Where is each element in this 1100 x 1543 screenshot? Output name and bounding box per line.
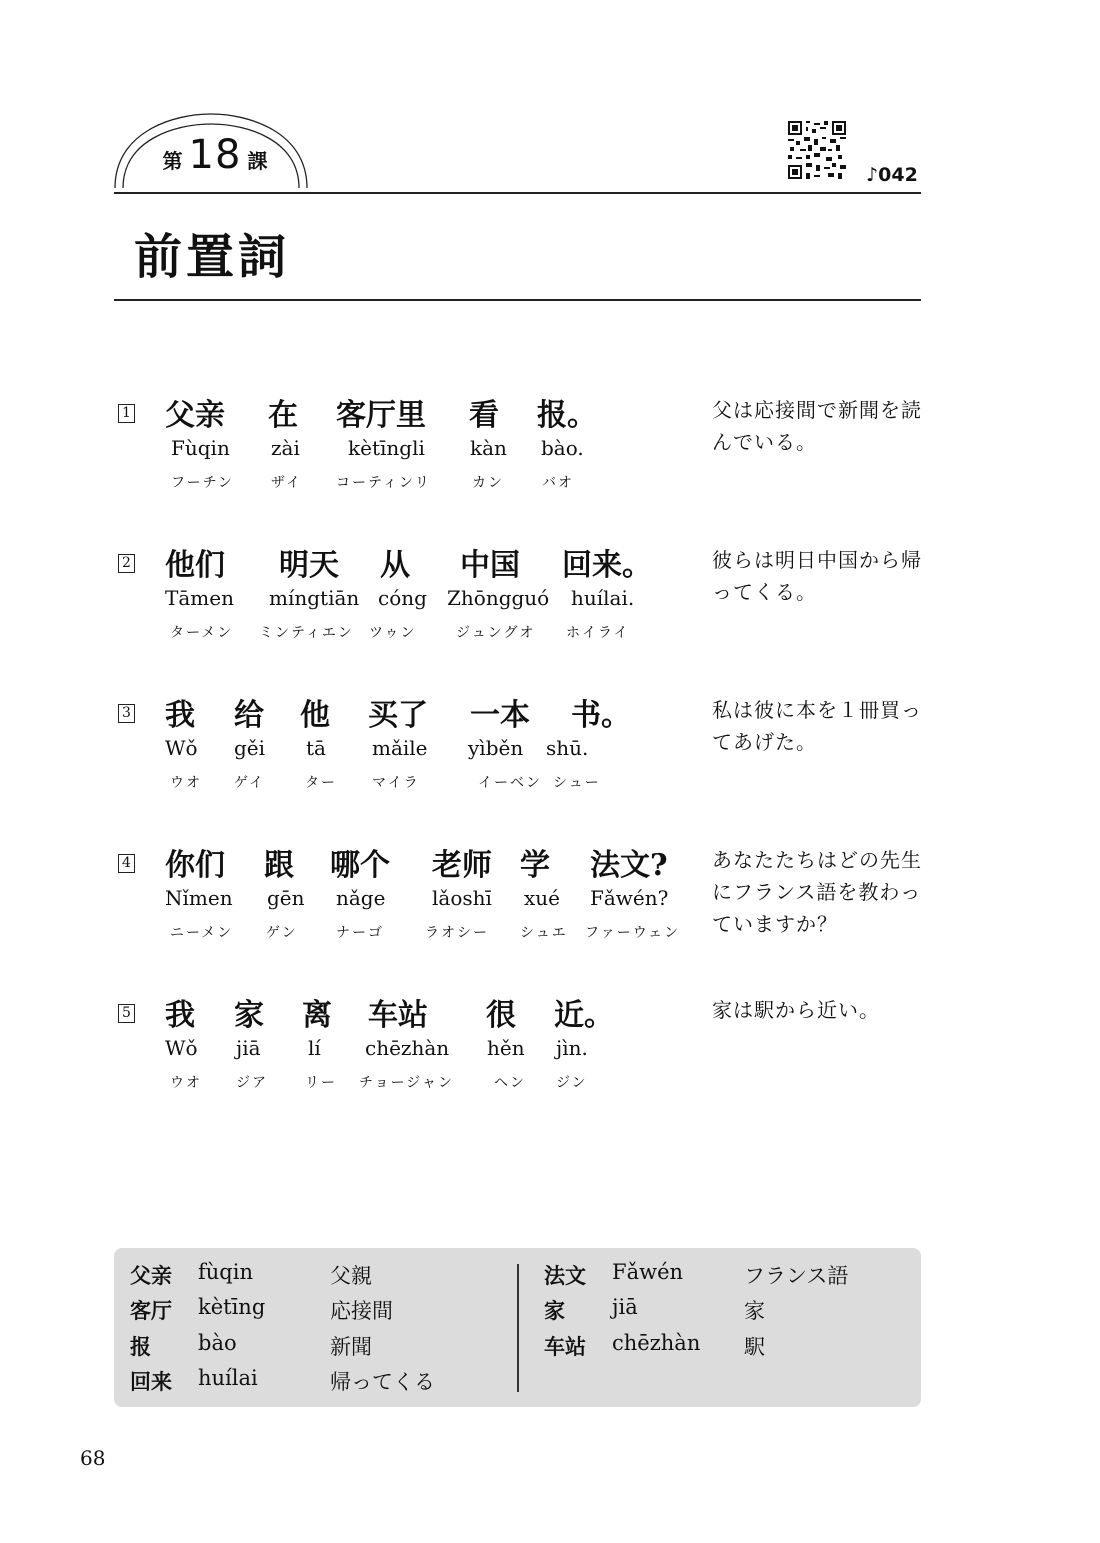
hanzi-word: 哪个 [330, 848, 390, 883]
vocab-chinese: 回来 [130, 1369, 172, 1394]
hanzi-word: 家 [234, 998, 264, 1033]
vocab-entry [130, 1260, 510, 1296]
pinyin-word: kètīngli [348, 436, 425, 460]
vocab-pinyin: bào [198, 1331, 237, 1355]
lesson-suffix: 課 [247, 149, 268, 173]
pinyin-word: jìn. [556, 1036, 588, 1060]
pinyin-word: jiā [236, 1036, 261, 1060]
hanzi-word: 书。 [571, 698, 631, 733]
pinyin-word: mǎile [372, 736, 428, 760]
pinyin-word: shū. [546, 736, 589, 760]
hanzi-word: 客厅里 [336, 398, 426, 433]
vocab-chinese: 报 [130, 1334, 151, 1359]
header-rule-top [114, 192, 921, 194]
kana-reading: ザイ [271, 475, 303, 491]
vocab-japanese: 父親 [330, 1264, 372, 1288]
kana-reading: マイラ [372, 775, 420, 791]
example-sentence-5 [114, 990, 921, 1100]
sentence-number: 5 [118, 1004, 135, 1023]
pinyin-word: lí [308, 1036, 321, 1060]
kana-reading: ファーウェン [585, 925, 681, 941]
audio-track-label[interactable]: ♪042 [866, 164, 918, 186]
hanzi-word: 法文? [590, 848, 668, 883]
hanzi-word: 父亲 [165, 398, 225, 433]
example-sentence-3 [114, 690, 921, 800]
pinyin-word: yìběn [468, 736, 524, 760]
hanzi-word: 你们 [165, 848, 225, 883]
hanzi-word: 从 [380, 548, 410, 583]
japanese-translation: 彼らは明日中国から帰ってくる。 [712, 548, 922, 604]
hanzi-word: 明天 [279, 548, 339, 583]
hanzi-word: 看 [469, 398, 499, 433]
lesson-prefix: 第 [162, 149, 183, 173]
vocab-entry [130, 1331, 510, 1367]
vocab-japanese: 新聞 [330, 1335, 372, 1359]
pinyin-word: Fǎwén? [590, 886, 669, 910]
vocab-divider [517, 1264, 519, 1392]
hanzi-word: 买了 [368, 698, 428, 733]
kana-reading: チョージャン [359, 1075, 455, 1091]
pinyin-word: tā [306, 736, 326, 760]
vocabulary-box [114, 1248, 921, 1407]
page-title: 前置詞 [134, 229, 291, 285]
hanzi-word: 我 [165, 698, 195, 733]
kana-reading: ウオ [170, 1075, 202, 1091]
example-sentence-2 [114, 540, 921, 650]
pinyin-word: xué [524, 886, 560, 910]
hanzi-word: 跟 [264, 848, 294, 883]
vocab-japanese: 応接間 [330, 1299, 393, 1323]
sentence-number: 4 [118, 854, 135, 873]
kana-reading: ジン [556, 1075, 588, 1091]
japanese-translation: あなたたちはどの先生にフランス語を教わっていますか？ [712, 848, 922, 936]
kana-reading: ミンティエン [259, 625, 354, 641]
hanzi-word: 近。 [554, 998, 614, 1033]
hanzi-word: 老师 [432, 848, 492, 883]
hanzi-word: 中国 [460, 548, 520, 583]
vocab-pinyin: huílai [198, 1366, 258, 1390]
kana-reading: カン [472, 475, 504, 491]
kana-reading: ゲイ [234, 775, 266, 791]
lesson-number: 18 [188, 132, 242, 178]
pinyin-word: Fùqin [171, 436, 230, 460]
vocab-chinese: 车站 [544, 1334, 586, 1359]
kana-reading: バオ [542, 475, 574, 491]
vocab-japanese: 帰ってくる [330, 1370, 435, 1394]
kana-reading: シュエ [520, 925, 568, 941]
kana-reading: ウオ [170, 775, 202, 791]
sentence-number: 3 [118, 704, 135, 723]
pinyin-word: Zhōngguó [447, 586, 550, 610]
hanzi-word: 给 [234, 698, 264, 733]
hanzi-word: 学 [520, 848, 550, 883]
kana-reading: ジア [236, 1075, 268, 1091]
vocab-japanese: フランス語 [744, 1264, 849, 1288]
vocab-chinese: 父亲 [130, 1263, 172, 1288]
example-sentence-1 [114, 390, 921, 500]
vocab-pinyin: jiā [612, 1295, 638, 1319]
sentence-number: 1 [118, 404, 135, 423]
pinyin-word: kàn [470, 436, 507, 460]
pinyin-word: lǎoshī [432, 886, 492, 910]
kana-reading: ジュングオ [456, 625, 536, 641]
vocab-entry [130, 1295, 510, 1331]
vocab-entry [544, 1331, 914, 1367]
pinyin-word: bào. [541, 436, 584, 460]
vocab-pinyin: kètīng [198, 1295, 266, 1319]
vocab-entry [544, 1295, 914, 1331]
pinyin-word: gěi [234, 736, 266, 760]
hanzi-word: 他们 [165, 548, 225, 583]
vocab-japanese: 駅 [744, 1335, 765, 1359]
pinyin-word: hěn [487, 1036, 525, 1060]
hanzi-word: 他 [300, 698, 330, 733]
pinyin-word: zài [271, 436, 300, 460]
vocab-entry [130, 1366, 510, 1402]
pinyin-word: cóng [378, 586, 427, 610]
kana-reading: ターメン [170, 625, 234, 641]
example-sentence-4 [114, 840, 921, 950]
page-number: 68 [80, 1446, 106, 1470]
qr-code-icon[interactable] [788, 121, 846, 179]
vocab-pinyin: Fǎwén [612, 1260, 684, 1284]
pinyin-word: nǎge [336, 886, 386, 910]
vocab-pinyin: fùqin [198, 1260, 253, 1284]
pinyin-word: Wǒ [165, 736, 198, 760]
hanzi-word: 我 [165, 998, 195, 1033]
hanzi-word: 车站 [368, 998, 428, 1033]
header-rule-bottom [114, 299, 921, 301]
kana-reading: ヘン [494, 1075, 526, 1091]
hanzi-word: 回来。 [562, 548, 652, 583]
pinyin-word: Nǐmen [165, 886, 233, 910]
kana-reading: コーティンリ [336, 475, 431, 491]
kana-reading: フーチン [171, 475, 234, 491]
hanzi-word: 一本 [470, 698, 530, 733]
pinyin-word: míngtiān [269, 586, 360, 610]
japanese-translation: 私は彼に本を１冊買ってあげた。 [712, 698, 922, 754]
vocab-chinese: 法文 [544, 1263, 586, 1288]
kana-reading: ニーメン [170, 925, 234, 941]
vocab-chinese: 客厅 [130, 1298, 172, 1323]
kana-reading: ター [305, 775, 337, 791]
kana-reading: ツゥン [369, 625, 417, 641]
hanzi-word: 在 [268, 398, 298, 433]
pinyin-word: huílai. [571, 586, 635, 610]
kana-reading: シュー [553, 775, 601, 791]
hanzi-word: 很 [486, 998, 516, 1033]
hanzi-word: 离 [302, 998, 332, 1033]
kana-reading: ラオシー [425, 925, 489, 941]
kana-reading: リー [305, 1075, 337, 1091]
vocab-pinyin: chēzhàn [612, 1331, 701, 1355]
pinyin-word: chēzhàn [365, 1036, 450, 1060]
japanese-translation: 父は応接間で新聞を読んでいる。 [712, 398, 922, 454]
kana-reading: ゲン [266, 925, 298, 941]
japanese-translation: 家は駅から近い。 [712, 998, 880, 1022]
kana-reading: ナーゴ [336, 925, 384, 941]
sentence-number: 2 [118, 554, 135, 573]
pinyin-word: gēn [267, 886, 305, 910]
lesson-label [150, 132, 280, 182]
pinyin-word: Tāmen [165, 586, 234, 610]
pinyin-word: Wǒ [165, 1036, 198, 1060]
kana-reading: イーベン [478, 775, 542, 791]
hanzi-word: 报。 [537, 398, 597, 433]
vocab-chinese: 家 [544, 1298, 565, 1323]
vocab-entry [544, 1260, 914, 1296]
kana-reading: ホイライ [566, 625, 630, 641]
vocab-japanese: 家 [744, 1299, 765, 1323]
